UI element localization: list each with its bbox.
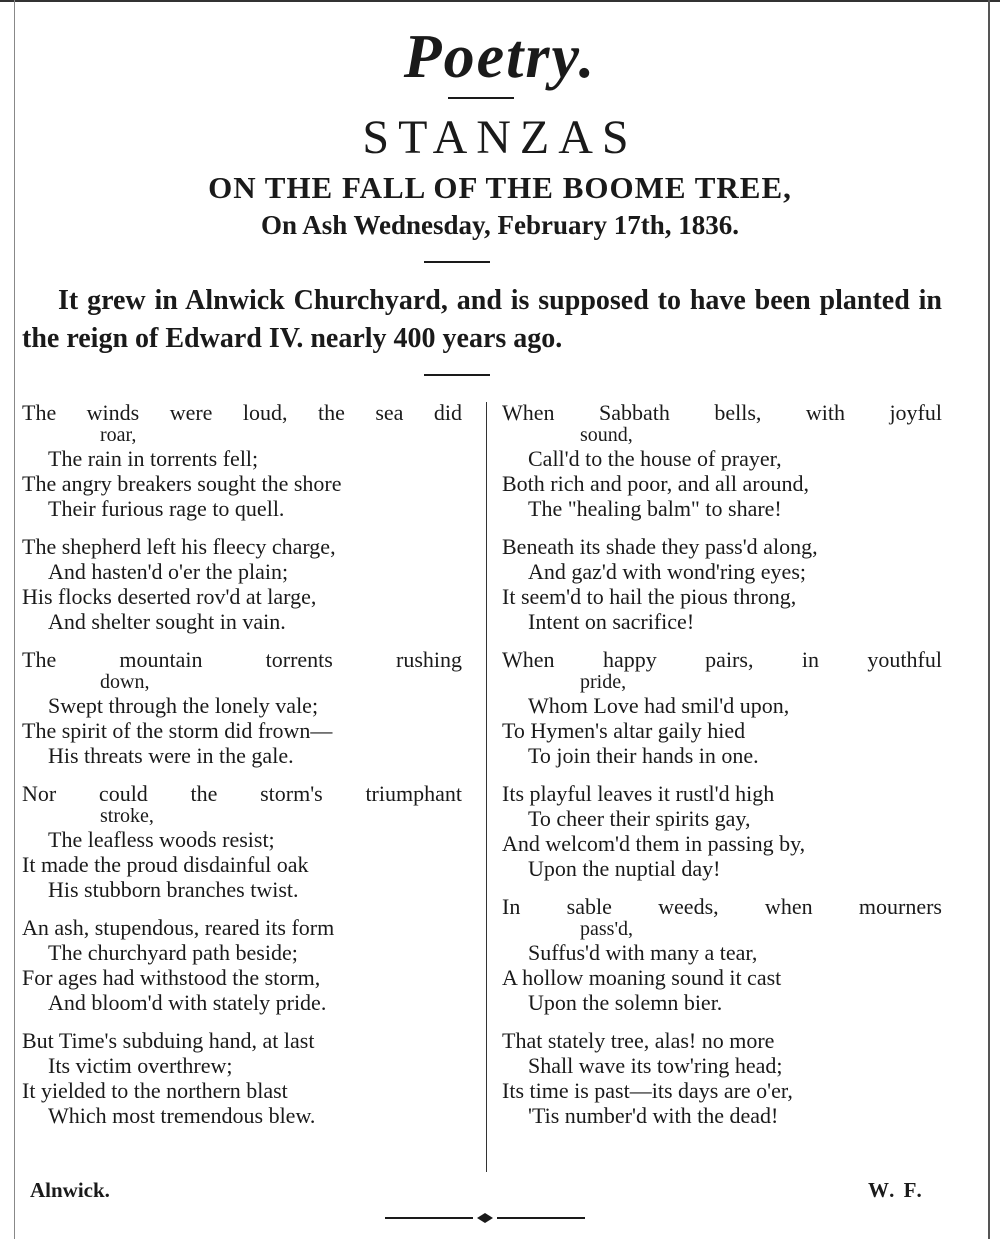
signature-place: Alnwick. [30, 1178, 110, 1202]
poem-line: Upon the nuptial day! [528, 856, 721, 881]
poem-line: When happy pairs, in youthful [502, 647, 942, 672]
poem-line: down, [100, 671, 150, 693]
poem-line: Swept through the lonely vale; [48, 693, 319, 718]
poem-line: The churchyard path beside; [48, 940, 298, 965]
poem-date: On Ash Wednesday, February 17th, 1836. [260, 210, 740, 240]
section-heading: Poetry. [403, 23, 597, 91]
stanza [22, 534, 462, 634]
stanza [502, 400, 942, 521]
poem-line: And welcom'd them in passing by, [502, 831, 806, 856]
poem-line: And shelter sought in vain. [48, 609, 286, 634]
poem-line: Its time is past—its days are o'er, [502, 1078, 793, 1103]
top-border [0, 0, 1000, 2]
poem-line: 'Tis number'd with the dead! [528, 1103, 779, 1128]
stanza [22, 781, 462, 902]
poem-line: Shall wave its tow'ring head; [528, 1053, 783, 1078]
poem-line: When Sabbath bells, with joyful [502, 400, 942, 425]
poem-line: In sable weeds, when mourners [502, 894, 942, 919]
poem-line: stroke, [100, 805, 154, 827]
poem-line: The "healing balm" to share! [528, 496, 782, 521]
poem-line: Their furious rage to quell. [48, 496, 285, 521]
poem-line: pass'd, [580, 918, 634, 940]
poem-line: His stubborn branches twist. [48, 877, 299, 902]
signature-initials: W. F. [868, 1178, 924, 1202]
stanza [502, 894, 942, 1015]
stanza [22, 400, 462, 521]
left-border [14, 0, 15, 1239]
poem-line: That stately tree, alas! no more [502, 1028, 775, 1053]
poem-line: It made the proud disdainful oak [22, 852, 309, 877]
poem-line: To cheer their spirits gay, [528, 806, 751, 831]
poem-line: Both rich and poor, and all around, [502, 471, 810, 496]
date-rule [424, 261, 490, 263]
poem-line: pride, [580, 671, 627, 693]
end-ornament [385, 1212, 585, 1224]
right-border [988, 0, 990, 1239]
stanza [22, 1028, 462, 1128]
poem-subtitle: ON THE FALL OF THE BOOME TREE, [208, 170, 792, 205]
intro-rule [424, 374, 490, 376]
poem-line: The rain in torrents fell; [48, 446, 259, 471]
column-divider [486, 402, 487, 1172]
poem-line: roar, [100, 424, 137, 446]
left-column [22, 400, 462, 1141]
poem-line: Call'd to the house of prayer, [528, 446, 782, 471]
poem-title: STANZAS [362, 111, 638, 164]
poem-line: Which most tremendous blew. [48, 1103, 316, 1128]
stanza [502, 781, 942, 881]
intro-paragraph: It grew in Alnwick Churchyard, and is supposed to have been planted in the reign of Edward IV. nearly 400 years ago. [22, 285, 942, 354]
stanza [502, 1028, 942, 1128]
stanza [502, 647, 942, 768]
stanza [502, 534, 942, 634]
poem-line: It yielded to the northern blast [22, 1078, 288, 1103]
right-column [502, 400, 942, 1141]
poem-line: To Hymen's altar gaily hied [502, 718, 746, 743]
poem-line: His flocks deserted rov'd at large, [22, 584, 317, 609]
poem-line: But Time's subduing hand, at last [22, 1028, 315, 1053]
poem-line: And hasten'd o'er the plain; [48, 559, 289, 584]
poem-line: And gaz'd with wond'ring eyes; [528, 559, 806, 584]
heading-rule [448, 97, 514, 99]
poem-line: The mountain torrents rushing [22, 647, 462, 672]
poem-line: A hollow moaning sound it cast [502, 965, 782, 990]
poem-line: The winds were loud, the sea did [22, 400, 462, 425]
poem-line: Intent on sacrifice! [528, 609, 695, 634]
poem-line: sound, [580, 424, 633, 446]
poem-line: The shepherd left his fleecy charge, [22, 534, 336, 559]
poem-line: For ages had withstood the storm, [22, 965, 321, 990]
poem-line: An ash, stupendous, reared its form [22, 915, 335, 940]
poem-line: To join their hands in one. [528, 743, 759, 768]
poem-line: The leafless woods resist; [48, 827, 275, 852]
poem-line: Whom Love had smil'd upon, [528, 693, 790, 718]
poem-line: His threats were in the gale. [48, 743, 294, 768]
poem-line: It seem'd to hail the pious throng, [502, 584, 797, 609]
poem-line: Its playful leaves it rustl'd high [502, 781, 775, 806]
poem-line: And bloom'd with stately pride. [48, 990, 327, 1015]
poem-line: Its victim overthrew; [48, 1053, 233, 1078]
stanza [22, 647, 462, 768]
poem-line: The spirit of the storm did frown— [22, 718, 333, 743]
poem-line: Suffus'd with many a tear, [528, 940, 758, 965]
poem-line: Beneath its shade they pass'd along, [502, 534, 818, 559]
poem-line: The angry breakers sought the shore [22, 471, 342, 496]
stanza [22, 915, 462, 1015]
poem-line: Nor could the storm's triumphant [22, 781, 462, 806]
poem-line: Upon the solemn bier. [528, 990, 723, 1015]
